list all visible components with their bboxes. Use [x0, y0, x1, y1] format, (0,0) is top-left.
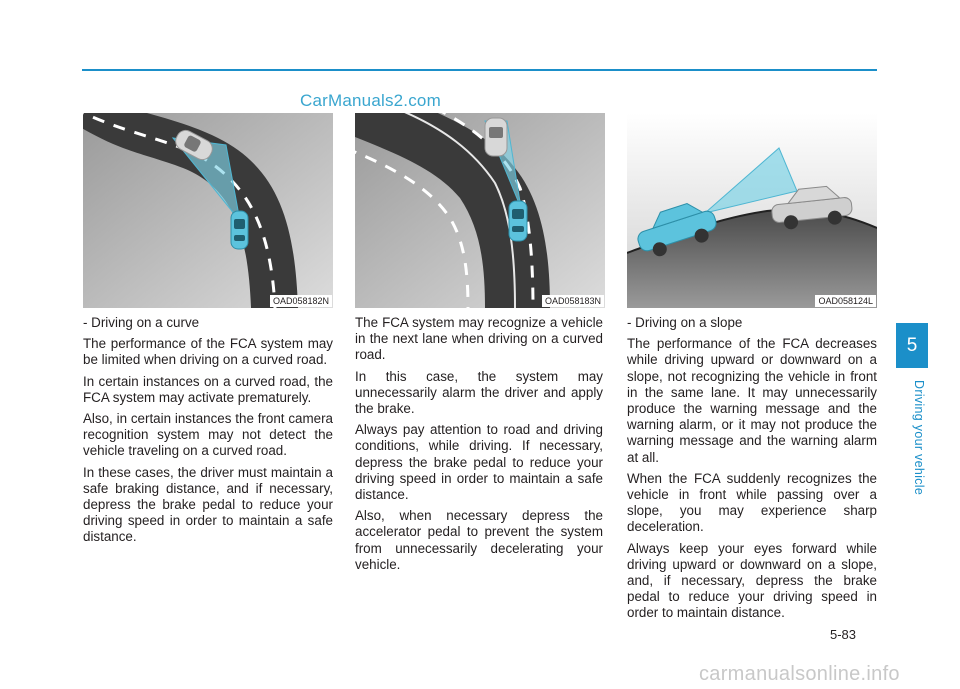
figure-slope [627, 113, 877, 308]
illustration-curve-next-lane [355, 113, 605, 308]
paragraph: The performance of the FCA decreases while driving upward or downward on a slope, not recognizing the vehicle in front in the same lane. It may unnecessarily produce the warning message and the warning alarm, or it may not produce the warning message and the warning alarm at all. [627, 336, 877, 465]
car-own-icon [231, 211, 248, 249]
text-column-3 [627, 315, 877, 627]
figure-code: OAD058183N [542, 295, 604, 307]
chapter-number-tab: 5 [896, 323, 928, 368]
watermark-top: CarManuals2.com [300, 91, 441, 110]
page-number: 5-83 [830, 627, 857, 642]
paragraph: Always pay attention to road and driving conditions, while driving. If necessary, depress the brake pedal to reduce your driving speed in order to maintain a safe distance. [355, 422, 603, 503]
illustration-curve-same-lane [83, 113, 333, 308]
section-heading-slope: - Driving on a slope [627, 315, 743, 330]
car-own-icon [509, 201, 527, 241]
figure-code: OAD058182N [270, 295, 332, 307]
paragraph: Also, when necessary depress the accelerator pedal to prevent the system from unnecessarily decelerating your vehicle. [355, 508, 603, 572]
section-heading-curve: - Driving on a curve [83, 315, 200, 330]
figure-curve-next-lane [355, 113, 605, 308]
text-column-2 [355, 315, 603, 578]
chapter-title-text: Driving your vehicle [912, 380, 926, 496]
paragraph: In these cases, the driver must maintain a safe braking distance, and if necessary, depress the brake pedal to reduce your driving speed in order to maintain a safe distance. [83, 464, 333, 545]
paragraph: In certain instances on a curved road, the FCA system may activate prematurely. [83, 373, 333, 405]
chapter-title [912, 380, 928, 530]
paragraph: Always keep your eyes forward while driving upward or downward on a slope, and, if necessary, depress the brake pedal to reduce your driving speed in order to maintain distance. [627, 540, 877, 621]
paragraph: In this case, the system may unnecessarily alarm the driver and apply the brake. [355, 368, 603, 417]
watermark-bottom: carmanualsonline.info [699, 663, 900, 685]
figure-curve-same-lane [83, 113, 333, 308]
text-column-1 [83, 315, 333, 551]
paragraph: Also, in certain instances the front camera recognition system may not detect the vehicle traveling on a curved road. [83, 411, 333, 459]
paragraph: The performance of the FCA system may be limited when driving on a curved road. [83, 336, 333, 368]
paragraph: When the FCA suddenly recognizes the vehicle in front while passing over a slope, you may experience sharp deceleration. [627, 470, 877, 535]
header-rule [82, 69, 877, 71]
paragraph: The FCA system may recognize a vehicle in the next lane when driving on a curved road. [355, 315, 603, 363]
car-next-lane-icon [485, 118, 507, 156]
figure-code: OAD058124L [815, 295, 876, 307]
illustration-slope [627, 113, 877, 308]
